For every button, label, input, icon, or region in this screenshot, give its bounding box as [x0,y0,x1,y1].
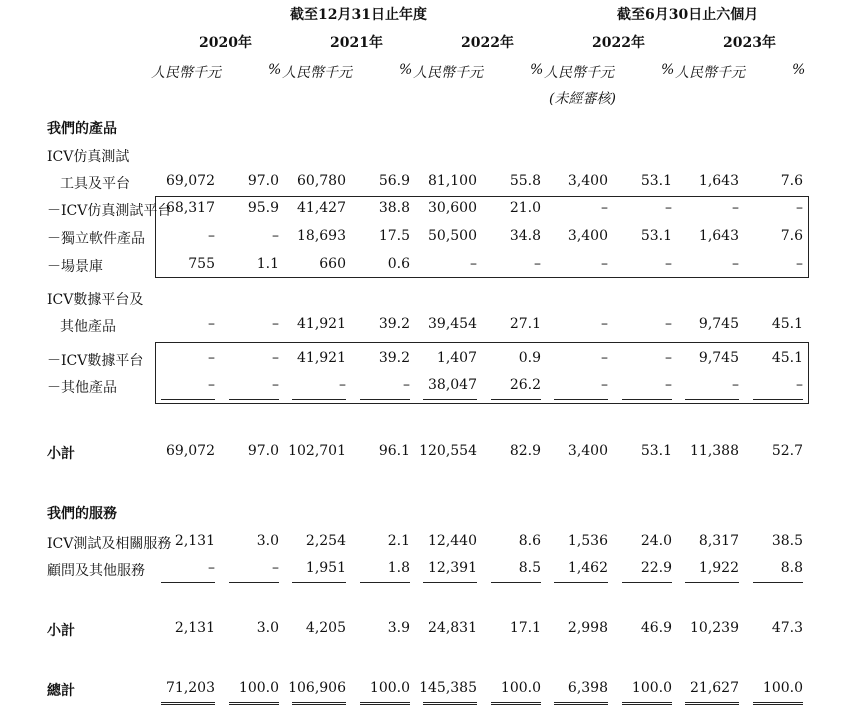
row-label: 總計 [47,683,75,699]
header-year-2023-6m: 2023年 [723,35,776,51]
subtotal-underline [161,582,215,583]
header-year-2022-6m: 2022年 [592,35,645,51]
table-cell: 3.9 [387,620,410,636]
table-cell: 145,385 [419,680,477,696]
table-cell: 8,317 [698,533,739,549]
table-cell: – [208,350,215,366]
table-cell: 41,921 [297,350,346,366]
table-cell: – [796,200,803,216]
subtotal-underline [491,582,541,583]
table-cell: 100.0 [500,680,541,696]
table-cell: – [732,200,739,216]
total-double-underline [292,702,346,705]
table-cell: 27.1 [509,316,541,332]
header-pct-2022: % [530,62,544,78]
table-cell: 10,239 [690,620,739,636]
table-cell: 120,554 [419,443,477,459]
header-year-2022: 2022年 [461,35,514,51]
header-group-fiscal-year: 截至12月31日止年度 [290,7,427,23]
table-cell: – [665,256,672,272]
subtotal-underline [229,582,279,583]
section-services: 我們的服務 [47,506,117,522]
table-cell: 100.0 [762,680,803,696]
subtotal-underline [423,399,477,400]
table-cell: 0.9 [518,350,541,366]
table-cell: 53.1 [640,173,672,189]
section-products: 我們的產品 [47,121,117,137]
table-cell: 17.1 [509,620,541,636]
header-pct-2023-6m: % [792,62,806,78]
table-cell: – [208,377,215,393]
subtotal-underline [685,399,739,400]
table-cell: 1.8 [387,560,410,576]
table-cell: 7.6 [780,173,803,189]
table-cell: 2,998 [567,620,608,636]
table-cell: 34.8 [509,228,541,244]
table-cell: – [272,377,279,393]
table-cell: 1,643 [698,228,739,244]
table-cell: 24,831 [428,620,477,636]
table-cell: 8.6 [518,533,541,549]
table-cell: 82.9 [509,443,541,459]
table-cell: 12,440 [428,533,477,549]
total-double-underline [554,702,608,705]
table-cell: 22.9 [640,560,672,576]
table-cell: 1,462 [567,560,608,576]
table-cell: 39.2 [378,350,410,366]
table-cell: 9,745 [698,350,739,366]
table-cell: – [208,228,215,244]
table-cell: – [665,377,672,393]
row-label: －場景庫 [47,259,103,275]
total-double-underline [622,702,672,705]
header-pct-2021: % [399,62,413,78]
table-cell: – [272,350,279,366]
subtotal-underline [554,399,608,400]
table-cell: 11,388 [690,443,739,459]
subtotal-underline [292,399,346,400]
row-label: ICV數據平台及 [47,292,144,308]
table-cell: 3.0 [256,620,279,636]
table-cell: 52.7 [771,443,803,459]
table-cell: 45.1 [771,316,803,332]
table-cell: 1,643 [698,173,739,189]
table-cell: 39.2 [378,316,410,332]
row-label: －ICV仿真測試平台 [47,203,172,219]
table-cell: 21.0 [509,200,541,216]
table-cell: 2,131 [174,533,215,549]
total-double-underline [753,702,803,705]
header-unaudited: (未經審核) [549,91,616,107]
table-cell: 4,205 [305,620,346,636]
row-label: ICV測試及相關服務 [47,536,172,552]
header-unit-2022: 人民幣千元 [413,65,483,81]
table-cell: 3,400 [567,228,608,244]
table-cell: – [601,350,608,366]
table-cell: – [601,256,608,272]
table-cell: 3,400 [567,173,608,189]
table-cell: – [601,377,608,393]
table-cell: 45.1 [771,350,803,366]
table-cell: 755 [188,256,215,272]
subtotal-underline [491,399,541,400]
header-year-2021: 2021年 [330,35,383,51]
table-cell: 38,047 [428,377,477,393]
table-cell: 30,600 [428,200,477,216]
table-cell: – [732,256,739,272]
row-label: －其他產品 [47,380,117,396]
subtotal-underline [622,399,672,400]
table-cell: 47.3 [771,620,803,636]
table-cell: 1,536 [567,533,608,549]
subtotal-underline [753,399,803,400]
table-cell: – [272,228,279,244]
table-cell: 106,906 [288,680,346,696]
row-label: 顧問及其他服務 [47,563,145,579]
subtotal-underline [753,582,803,583]
table-cell: 100.0 [631,680,672,696]
table-cell: 2.1 [387,533,410,549]
row-label: 小計 [47,623,75,639]
table-cell: 8.5 [518,560,541,576]
total-double-underline [423,702,477,705]
header-unit-2020: 人民幣千元 [151,65,221,81]
row-label: 小計 [47,446,75,462]
table-cell: 95.9 [247,200,279,216]
table-cell: 2,131 [174,620,215,636]
total-double-underline [685,702,739,705]
table-cell: 41,921 [297,316,346,332]
table-cell: – [601,200,608,216]
table-cell: 97.0 [247,173,279,189]
table-cell: 9,745 [698,316,739,332]
table-cell: 3.0 [256,533,279,549]
table-cell: 26.2 [509,377,541,393]
table-cell: 38.8 [378,200,410,216]
total-double-underline [229,702,279,705]
header-unit-2022-6m: 人民幣千元 [544,65,614,81]
table-cell: – [665,200,672,216]
total-double-underline [491,702,541,705]
header-unit-2023-6m: 人民幣千元 [675,65,745,81]
subtotal-underline [622,582,672,583]
subtotal-underline [685,582,739,583]
row-label: 其他產品 [60,319,116,335]
table-cell: 71,203 [166,680,215,696]
subtotal-underline [360,582,410,583]
table-cell: 96.1 [378,443,410,459]
table-cell: – [601,316,608,332]
table-cell: – [534,256,541,272]
table-cell: 68,317 [166,200,215,216]
table-cell: 100.0 [369,680,410,696]
table-cell: 55.8 [509,173,541,189]
row-label: ICV仿真測試 [47,149,130,165]
row-label: 工具及平台 [60,176,130,192]
subtotal-underline [229,399,279,400]
table-cell: 97.0 [247,443,279,459]
header-group-six-months: 截至6月30日止六個月 [617,7,759,23]
table-cell: 0.6 [387,256,410,272]
table-cell: 69,072 [166,173,215,189]
table-cell: 2,254 [305,533,346,549]
subtotal-underline [161,399,215,400]
table-cell: 53.1 [640,228,672,244]
table-cell: 6,398 [567,680,608,696]
table-cell: 24.0 [640,533,672,549]
table-cell: 8.8 [780,560,803,576]
table-cell: 102,701 [288,443,346,459]
header-year-2020: 2020年 [199,35,252,51]
row-label: －獨立軟件產品 [47,231,145,247]
subtotal-underline [292,582,346,583]
table-cell: – [208,316,215,332]
table-cell: – [732,377,739,393]
header-pct-2022-6m: % [661,62,675,78]
table-cell: – [665,316,672,332]
table-cell: 12,391 [428,560,477,576]
table-cell: 18,693 [297,228,346,244]
table-cell: 17.5 [378,228,410,244]
table-cell: 46.9 [640,620,672,636]
subtotal-underline [554,582,608,583]
table-cell: 7.6 [780,228,803,244]
table-cell: – [339,377,346,393]
table-cell: 56.9 [378,173,410,189]
subtotal-underline [360,399,410,400]
table-cell: 1,407 [436,350,477,366]
total-double-underline [360,702,410,705]
table-cell: 69,072 [166,443,215,459]
table-cell: 660 [319,256,346,272]
table-cell: 1,951 [305,560,346,576]
row-label: －ICV數據平台 [47,353,144,369]
table-cell: 53.1 [640,443,672,459]
total-double-underline [161,702,215,705]
subtotal-underline [423,582,477,583]
table-cell: 60,780 [297,173,346,189]
table-cell: 38.5 [771,533,803,549]
table-cell: 1.1 [256,256,279,272]
table-cell: – [470,256,477,272]
table-cell: 100.0 [238,680,279,696]
table-cell: 39,454 [428,316,477,332]
header-pct-2020: % [268,62,282,78]
table-cell: 81,100 [428,173,477,189]
header-unit-2021: 人民幣千元 [282,65,352,81]
table-cell: 21,627 [690,680,739,696]
table-cell: – [208,560,215,576]
table-cell: – [796,256,803,272]
table-cell: – [665,350,672,366]
table-cell: 50,500 [428,228,477,244]
table-cell: – [403,377,410,393]
table-cell: 1,922 [698,560,739,576]
table-cell: – [272,316,279,332]
table-cell: – [272,560,279,576]
table-cell: 3,400 [567,443,608,459]
table-cell: – [796,377,803,393]
table-cell: 41,427 [297,200,346,216]
